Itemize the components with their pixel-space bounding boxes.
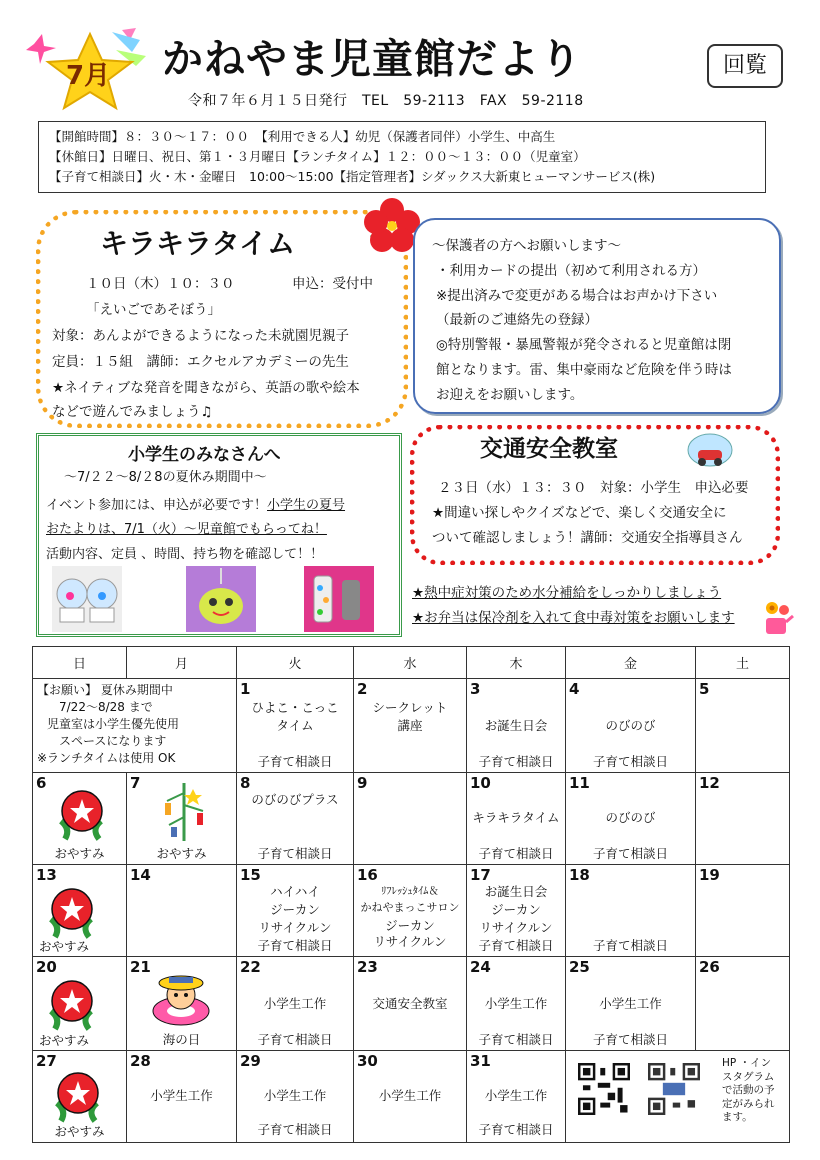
tanabata-icon <box>159 781 209 843</box>
day-cell <box>696 957 790 1051</box>
calendar-week <box>33 1051 790 1143</box>
qr-caption-line: で活動の予 <box>722 1084 775 1096</box>
request-period: 夏休み期間中 <box>100 683 173 697</box>
consult-day: 子育て相談日 <box>478 1122 554 1137</box>
craft-tubes-photo <box>304 566 374 632</box>
day-number: 18 <box>569 866 590 884</box>
day-cell <box>354 773 467 865</box>
request-cell <box>33 679 237 773</box>
kids-line-underlined: 小学生の夏号 <box>267 498 346 513</box>
kids-period: ～7/２２～8/２8の夏休み期間中～ <box>64 470 267 485</box>
qr-code-hp-icon[interactable] <box>578 1063 630 1115</box>
day-number: 27 <box>36 1052 57 1070</box>
weekday-sat: 土 <box>696 647 790 679</box>
day-number: 11 <box>569 774 590 792</box>
day-number: 8 <box>240 774 251 792</box>
day-number: 31 <box>470 1052 491 1070</box>
consult-day: 子育て相談日 <box>478 938 554 953</box>
weekday-thu: 木 <box>467 647 566 679</box>
event: お誕生日会 <box>484 718 548 733</box>
day-cell <box>354 957 467 1051</box>
qr-caption <box>722 1057 775 1125</box>
holiday-label: おやすみ <box>39 939 90 954</box>
consult-day: 子育て相談日 <box>257 938 333 953</box>
kirakira-target: 対象：あんよができるようになった未就園児親子 <box>52 328 349 344</box>
calendar-week <box>33 773 790 865</box>
morning-glory-icon <box>51 1067 105 1123</box>
day-cell <box>127 773 237 865</box>
guardian-line: お迎えをお願いします。 <box>436 387 584 403</box>
qr-cell <box>566 1051 790 1143</box>
request-line: ※ランチタイムは使用 OK <box>37 751 176 765</box>
day-number: 24 <box>470 958 491 976</box>
event: 小学生工作 <box>150 1088 213 1103</box>
day-cell <box>467 865 566 957</box>
info-line: 【休館日】日曜日、祝日、第１・３月曜日【ランチタイム】１２：００～１３：００（児童室） <box>49 149 586 164</box>
day-number: 20 <box>36 958 57 976</box>
day-number: 3 <box>470 680 481 698</box>
day-cell <box>696 679 790 773</box>
request-line: 7/22～8/28 まで <box>59 700 153 714</box>
holiday-label: おやすみ <box>54 846 105 861</box>
event: 交通安全教室 <box>372 996 448 1011</box>
kirakira-desc: ★ネイティブな発音を聞きながら、英語の歌や絵本 <box>52 380 360 396</box>
qr-caption-line: 定がみられ <box>722 1097 775 1110</box>
day-cell <box>566 679 696 773</box>
month-label: 7月 <box>66 61 111 91</box>
event: ジーカン <box>491 902 541 917</box>
consult-day: 子育て相談日 <box>478 846 554 861</box>
event: リサイクルン <box>258 920 332 935</box>
day-cell <box>467 1051 566 1143</box>
event: かねやまっこサロン <box>360 901 460 914</box>
day-cell <box>127 957 237 1051</box>
calendar-week <box>33 957 790 1051</box>
consult-day: 子育て相談日 <box>257 1032 333 1047</box>
event: キラキラタイム <box>472 810 560 825</box>
event: リサイクルン <box>373 934 447 949</box>
event: ジーカン <box>385 918 435 933</box>
day-number: 1 <box>240 680 251 698</box>
day-cell <box>566 865 696 957</box>
event: 小学生工作 <box>599 996 662 1011</box>
day-number: 15 <box>240 866 261 884</box>
traffic-line: ２３日（水）１３：３０ 対象：小学生 申込必要 <box>438 480 749 496</box>
info-line: 【子育て相談日】火・木・金曜日 10:00～15:00【指定管理者】シダックス大新東ヒューマンサービス(株) <box>49 169 656 184</box>
kids-title: 小学生のみなさんへ <box>128 445 281 465</box>
calendar-week <box>33 865 790 957</box>
kids-line <box>46 494 345 513</box>
holiday-label: 海の日 <box>162 1032 201 1047</box>
day-cell <box>33 1051 127 1143</box>
day-cell <box>354 679 467 773</box>
event: 小学生工作 <box>484 996 548 1011</box>
day-number: 2 <box>357 680 368 698</box>
qr-caption-line: スタグラム <box>722 1070 775 1083</box>
day-number: 16 <box>357 866 378 884</box>
event: タイム <box>276 718 314 733</box>
event: のびのびプラス <box>251 792 339 807</box>
day-cell <box>237 865 354 957</box>
weekday-sun: 日 <box>33 647 127 679</box>
day-number: 12 <box>699 774 720 792</box>
consult-day: 子育て相談日 <box>592 846 668 861</box>
event: お誕生日会 <box>484 884 548 899</box>
day-number: 14 <box>130 866 151 884</box>
morning-glory-icon <box>55 785 109 841</box>
guardian-line: ※提出済みで変更がある場合はお声かけ下さい <box>436 288 718 304</box>
qr-code-instagram-icon[interactable] <box>648 1063 700 1115</box>
day-number: 22 <box>240 958 261 976</box>
kids-line: 活動内容、定員 、時間、持ち物を確認して！！ <box>46 547 324 562</box>
event: 小学生工作 <box>484 1088 548 1103</box>
request-line <box>37 682 179 699</box>
event: ジーカン <box>270 902 320 917</box>
consult-day: 子育て相談日 <box>592 1032 668 1047</box>
day-number: 9 <box>357 774 368 792</box>
day-cell <box>33 957 127 1051</box>
qr-caption-line: HP ・イン <box>722 1057 772 1069</box>
event: のびのび <box>605 810 656 825</box>
day-cell <box>237 1051 354 1143</box>
day-cell <box>127 865 237 957</box>
info-box <box>38 121 766 193</box>
day-cell <box>33 773 127 865</box>
traffic-line: ★間違い探しやクイズなどで、楽しく交通安全に <box>432 505 727 521</box>
consult-day: 子育て相談日 <box>478 1032 554 1047</box>
calendar-week <box>33 679 790 773</box>
day-number: 26 <box>699 958 720 976</box>
holiday-label: おやすみ <box>156 846 207 861</box>
day-cell <box>354 865 467 957</box>
event: ハイハイ <box>270 884 320 899</box>
bead-keychain-photo <box>186 566 256 632</box>
day-number: 13 <box>36 866 57 884</box>
weekday-tue: 火 <box>237 647 354 679</box>
note-line: ★お弁当は保冷剤を入れて食中毒対策をお願いします <box>412 610 735 626</box>
traffic-line: ついて確認しましょう！講師：交通安全指導員さん <box>432 530 743 546</box>
day-number: 10 <box>470 774 491 792</box>
kirakira-date: １０日（木）１０：３０ <box>86 276 235 292</box>
event: のびのび <box>605 718 656 733</box>
event: 小学生工作 <box>263 1088 327 1103</box>
watering-can-icon <box>760 600 794 638</box>
morning-glory-icon <box>45 975 99 1031</box>
issue-info: 令和７年６月１５日発行 TEL 59-2113 FAX 59-2118 <box>188 93 584 109</box>
swim-ring-icon <box>149 969 213 1029</box>
day-number: 7 <box>130 774 141 792</box>
day-number: 30 <box>357 1052 378 1070</box>
weekday-header-row <box>33 647 790 679</box>
day-cell <box>354 1051 467 1143</box>
day-number: 25 <box>569 958 590 976</box>
day-number: 5 <box>699 680 710 698</box>
request-label: 【お願い】 <box>37 683 98 697</box>
day-number: 17 <box>470 866 491 884</box>
calendar-table <box>32 646 790 1143</box>
consult-day: 子育て相談日 <box>592 938 668 953</box>
car-icon <box>686 430 734 470</box>
morning-glory-icon <box>45 883 99 939</box>
day-number: 29 <box>240 1052 261 1070</box>
day-number: 28 <box>130 1052 151 1070</box>
info-line: 【開館時間】８：３０～１７：００ 【利用できる人】幼児（保護者同伴）小学生、中高生 <box>49 129 556 144</box>
event: ひよこ・こっこ <box>251 700 339 715</box>
day-cell <box>467 773 566 865</box>
day-number: 21 <box>130 958 151 976</box>
day-cell <box>33 865 127 957</box>
weekday-wed: 水 <box>354 647 467 679</box>
day-cell <box>237 957 354 1051</box>
note-line: ★熱中症対策のため水分補給をしっかりしましょう <box>412 585 722 601</box>
guardian-line: ・利用カードの提出（初めて利用される方） <box>436 263 706 279</box>
day-cell <box>566 957 696 1051</box>
consult-day: 子育て相談日 <box>257 754 333 769</box>
guardian-line: ～保護者の方へお願いします～ <box>432 238 621 254</box>
event: シークレット <box>372 700 448 715</box>
qr-caption-line: ます。 <box>722 1111 753 1123</box>
weekday-fri: 金 <box>566 647 696 679</box>
consult-day: 子育て相談日 <box>257 846 333 861</box>
guardian-line: ◎特別警報・暴風警報が発令されると児童館は閉 <box>436 337 732 353</box>
day-cell <box>237 679 354 773</box>
snow-globe-photo <box>52 566 122 632</box>
day-number: 19 <box>699 866 720 884</box>
holiday-label: おやすみ <box>54 1124 105 1139</box>
kirakira-desc: などで遊んでみましょう♫ <box>52 404 213 420</box>
consult-day: 子育て相談日 <box>257 1122 333 1137</box>
request-line: スペースになります <box>59 734 167 748</box>
event: 小学生工作 <box>263 996 327 1011</box>
kairan-badge: 回覧 <box>707 44 783 88</box>
holiday-label: おやすみ <box>39 1033 90 1048</box>
kirakira-capacity: 定員：１５組 講師：エクセルアカデミーの先生 <box>52 354 349 370</box>
kirakira-title: キラキラタイム <box>100 227 296 260</box>
day-cell <box>127 1051 237 1143</box>
guardian-line: 館となります。雷、集中豪雨など危険を伴う時は <box>436 362 732 378</box>
day-cell <box>696 773 790 865</box>
page-title: かねやま児童館だより <box>162 35 582 83</box>
kirakira-apply: 申込：受付中 <box>292 276 373 292</box>
day-cell <box>696 865 790 957</box>
event: ﾘﾌﾚｯｼｭﾀｲﾑ＆ <box>381 885 439 897</box>
day-cell <box>467 679 566 773</box>
day-cell <box>566 773 696 865</box>
guardian-line: （最新のご連絡先の登録） <box>436 312 598 328</box>
day-number: 4 <box>569 680 580 698</box>
request-line: 児童室は小学生優先使用 <box>47 717 180 731</box>
kids-line: おたよりは、7/1（火）～児童館でもらってね！ <box>46 522 327 537</box>
kirakira-program: 「えいごであそぼう」 <box>86 302 221 318</box>
consult-day: 子育て相談日 <box>478 754 554 769</box>
day-number: 6 <box>36 774 47 792</box>
traffic-title: 交通安全教室 <box>480 436 618 462</box>
event: 小学生工作 <box>378 1088 442 1103</box>
day-number: 23 <box>357 958 378 976</box>
event: 講座 <box>397 718 423 733</box>
weekday-mon: 月 <box>127 647 237 679</box>
event: リサイクルン <box>479 920 553 935</box>
day-cell <box>467 957 566 1051</box>
day-cell <box>237 773 354 865</box>
kids-line-text: イベント参加には、申込が必要です！ <box>46 498 268 513</box>
consult-day: 子育て相談日 <box>592 754 668 769</box>
